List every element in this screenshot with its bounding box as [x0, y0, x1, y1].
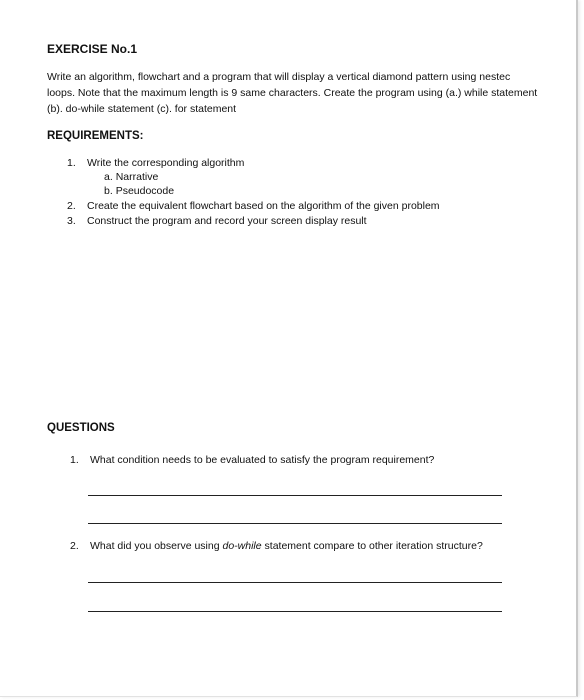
answer-line-q1-1[interactable] [88, 495, 502, 496]
requirement-number: 2. [67, 200, 76, 212]
requirement-text: Create the equivalent flowchart based on the algorithm of the given problem [87, 200, 440, 212]
answer-line-q1-2[interactable] [88, 523, 502, 524]
requirement-number: 3. [67, 215, 76, 227]
instruction-line: (b). do-while statement (c). for statement [47, 103, 237, 115]
question-number: 2. [70, 540, 79, 552]
question-number: 1. [70, 454, 79, 466]
instruction-line: Write an algorithm, flowchart and a program that will display a vertical diamond pattern using nestec [47, 71, 511, 83]
requirement-text: Construct the program and record your screen display result [87, 215, 367, 227]
answer-line-q2-1[interactable] [88, 582, 502, 583]
instruction-line: loops. Note that the maximum length is 9 same characters. Create the program using (a.) while statement [47, 87, 538, 99]
question-text: What condition needs to be evaluated to satisfy the program requirement? [90, 454, 435, 466]
question-1 [70, 454, 434, 466]
answer-line-q2-2[interactable] [88, 611, 502, 612]
question-2 [70, 540, 483, 552]
subitem-text: Narrative [115, 171, 159, 183]
requirement-subitem-b [104, 185, 174, 197]
questions-heading: QUESTIONS [47, 422, 115, 434]
subitem-label: a. [104, 171, 113, 183]
requirement-subitem-a [104, 171, 158, 183]
requirement-item-3 [67, 215, 367, 227]
question-text-pre: What did you observe using [90, 540, 223, 552]
subitem-label: b. [104, 185, 113, 197]
question-text-emphasis: do-while [222, 540, 262, 552]
exercise-instructions [47, 69, 569, 117]
subitem-text: Pseudocode [115, 185, 175, 197]
requirement-item-1 [67, 157, 244, 169]
requirement-number: 1. [67, 157, 76, 169]
question-text-post: statement compare to other iteration structure? [261, 540, 483, 552]
requirement-text: Write the corresponding algorithm [87, 157, 245, 169]
requirements-heading: REQUIREMENTS: [47, 130, 144, 142]
requirement-item-2 [67, 200, 440, 212]
exercise-title: EXERCISE No.1 [47, 42, 138, 56]
